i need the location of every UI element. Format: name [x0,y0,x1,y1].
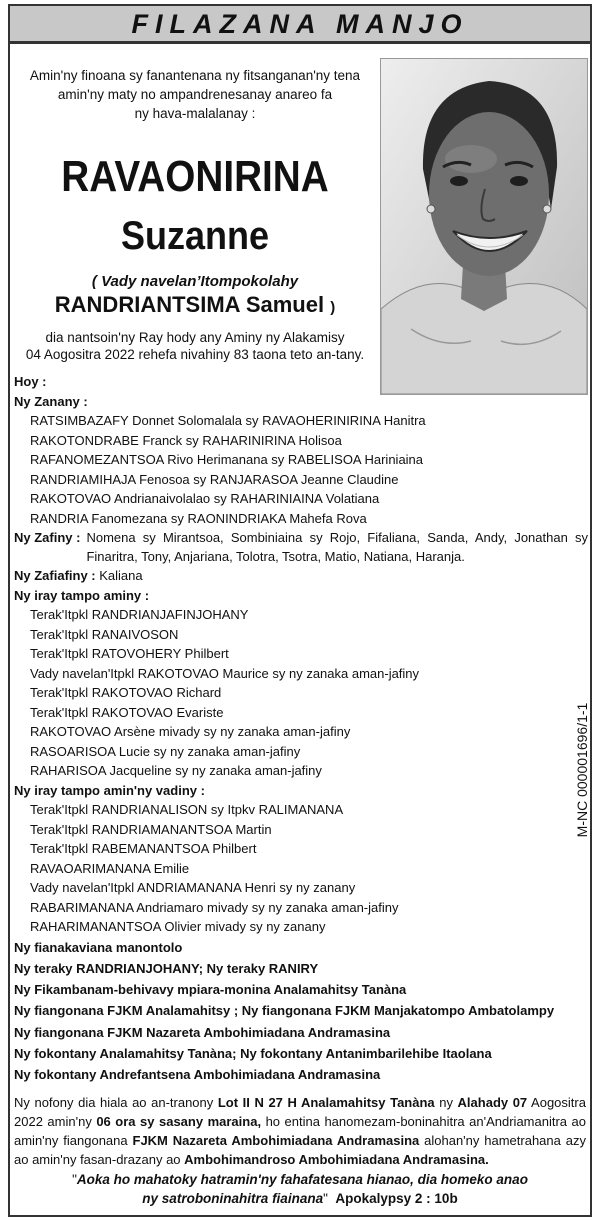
deceased-surname: RAVAONIRINA [61,152,329,201]
spouse-sibling-item: Terak'Itpkl RANDRIAMANANTSOA Martin [30,821,272,837]
children-label: Ny Zanany : [14,393,88,409]
spouse-sibling-item: Terak'Itpkl RANDRIANALISON sy Itpkv RALIMANANA [30,802,344,817]
grandchildren-names: Nomena sy Mirantsoa, Sombiniaina sy Rojo, Fifaliana, Sanda, Andy, Jonathan sy Finaritra, Tony, Anjariana, Tolotra, Tsotra, Matio, Natiana, Haranja. [86,530,588,564]
intro-text [14,66,376,123]
funeral-details [14,1093,586,1169]
funeral-text: Ny nofony dia hiala ao an-tranony [14,1095,218,1110]
funeral-text: alohan'ny hametrahana azy ao amin'ny fasan-drazany ao [14,1133,586,1167]
spouse-sibling-item: Terak'Itpkl RABEMANANTSOA Philbert [30,841,257,856]
funeral-text: ny [434,1095,458,1110]
sibling-item: Terak'Itpkl RAKOTOVAO Richard [30,685,222,700]
quote-text-line-1: Aoka ho mahatoky hatramin'ny fahafatesana hianao, dia homeko anao [76,1172,528,1187]
notice-title: FILAZANA MANJO [131,9,469,39]
great-grandchildren-label: Ny Zafiafiny : [14,568,96,583]
children-item: RAKOTONDRABE Franck sy RAHARINIRINA Holisoa [30,432,342,448]
spouse-name: RANDRIANTSIMA Samuel [54,292,325,317]
great-grandchildren-row [14,566,588,586]
spouse-siblings-label: Ny iray tampo amin'ny vadiny : [14,782,205,798]
funeral-text: ho entina hanomezam-boninahitra an'Andriamanitra ao amin'ny fiangonana [14,1114,586,1148]
family-list [14,372,588,1086]
sibling-item: Terak'Itpkl RATOVOHERY Philbert [30,646,229,661]
deceased-portrait [380,58,588,395]
intro-line-3: ny hava-malalanay : [134,106,256,121]
quote-text-line-2: ny satroboninahitra fiainana [142,1191,324,1206]
organization-item: Ny fokontany Analamahitsy Tanàna; Ny fokontany Antanimbarilehibe Itaolana [14,1045,492,1061]
hoy-label: Hoy : [14,374,47,389]
sibling-item: RAHARISOA Jacqueline sy ny zanaka aman-jafiny [30,763,322,778]
funeral-burial-place: Ambohimandroso Ambohimiadana Andramasina. [184,1152,489,1167]
grandchildren-label: Ny Zafiny : [14,530,81,545]
funeral-address: Lot II N 27 H Analamahitsy Tanàna [217,1095,435,1110]
organization-item: Ny fianakaviana manontolo [14,939,183,955]
children-item: RAKOTOVAO Andrianaivolalao sy RAHARINIAINA Volatiana [30,491,380,506]
grandchildren-block [14,528,588,566]
children-item: RATSIMBAZAFY Donnet Solomalala sy RAVAOHERINIRINA Hanitra [30,413,426,428]
funeral-day: Alahady 07 [457,1095,528,1110]
spouse-line [14,291,376,322]
siblings-label: Ny iray tampo aminy : [14,587,150,603]
funeral-text: Aogositra 2022 amin'ny [14,1095,586,1129]
organization-item: Ny fokontany Andrefantsena Ambohimiadana Andramasina [14,1067,381,1083]
children-item: RANDRIAMIHAJA Fenosoa sy RANJARASOA Jeanne Claudine [30,471,399,487]
organization-item: Ny Fikambanam-behivavy mpiara-monina Analamahitsy Tanàna [14,982,407,998]
quote-reference: Apokalypsy 2 : 10b [335,1191,458,1206]
intro-line-2: amin'ny maty no ampandrenesanay anareo fa [57,87,333,102]
death-line-1: dia nantsoin'ny Ray hody any Aminy ny Alakamisy [45,330,345,345]
organization-item: Ny fiangonana FJKM Nazareta Ambohimiadana Andramasina [14,1024,391,1040]
bible-quote [14,1170,586,1208]
sibling-item: RASOARISOA Lucie sy ny zanaka aman-jafiny [30,743,301,759]
reference-code: M-NC 000001696/1-1 [574,702,590,838]
spouse-close-paren: ) [330,299,336,316]
sibling-item: Vady navelan'Itpkl RAKOTOVAO Maurice sy ny zanaka aman-jafiny [30,665,420,681]
spouse-intro: ( Vady navelan’Itompokolahy [91,273,299,290]
sibling-item: Terak'Itpkl RAKOTOVAO Evariste [30,704,224,720]
portrait-image [381,59,587,394]
death-line-2: 04 Aogositra 2022 rehefa nivahiny 83 taona teto an-tany. [25,347,365,362]
intro-line-1: Amin'ny finoana sy fanantenana ny fitsanganan'ny tena [29,68,361,83]
spouse-sibling-item: RAVAOARIMANANA Emilie [30,860,190,876]
deceased-given-name: Suzanne [120,214,270,258]
sibling-item: Terak'Itpkl RANDRIANJAFINJOHANY [30,607,249,622]
sibling-item: RAKOTOVAO Arsène mivady sy ny zanaka aman-jafiny [30,724,351,739]
spouse-sibling-item: Vady navelan'Itpkl ANDRIAMANANA Henri sy ny zanany [30,880,356,895]
children-item: RANDRIA Fanomezana sy RAONINDRIAKA Mahefa Rova [30,510,367,526]
quote-close-mark: " [323,1191,328,1206]
quote-open-mark: " [72,1172,77,1187]
organization-item: Ny fiangonana FJKM Analamahitsy ; Ny fiangonana FJKM Manjakatompo Ambatolampy [14,1003,555,1019]
notice-header [8,4,592,44]
sibling-item: Terak'Itpkl RANAIVOSON [30,626,179,642]
organization-item: Ny teraky RANDRIANJOHANY; Ny teraky RANIRY [14,960,319,976]
death-announcement [14,329,376,363]
funeral-church: FJKM Nazareta Ambohimiadana Andramasina [132,1133,420,1148]
funeral-time: 06 ora sy sasany maraina, [96,1114,262,1129]
spouse-sibling-item: RABARIMANANA Andriamaro mivady sy ny zanaka aman-jafiny [30,899,399,915]
spouse-sibling-item: RAHARIMANANTSOA Olivier mivady sy ny zanany [30,919,326,934]
children-item: RAFANOMEZANTSOA Rivo Herimanana sy RABELISOA Hariniaina [30,452,424,467]
great-grandchildren-name: Kaliana [99,568,143,583]
